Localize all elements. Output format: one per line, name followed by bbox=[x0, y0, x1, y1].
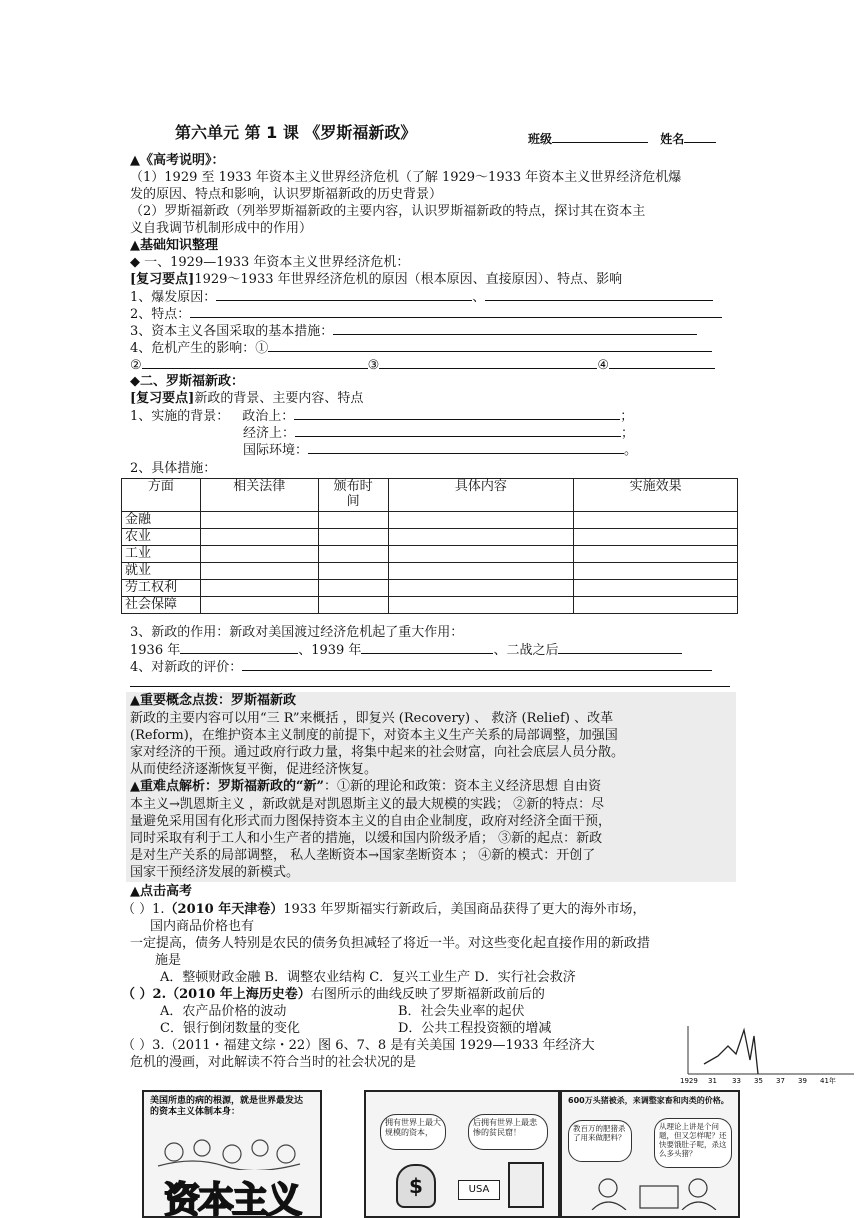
gaokao-item1-line2: 发的原因、特点和影响，认识罗斯福新政的历史背景） bbox=[130, 187, 443, 202]
feature-label: 2、特点： bbox=[130, 307, 191, 322]
col-time: 颁布时间 bbox=[318, 479, 388, 512]
impact-blank-2[interactable] bbox=[142, 356, 368, 369]
cell[interactable] bbox=[388, 529, 574, 546]
col-aspect: 方面 bbox=[122, 479, 201, 512]
cell[interactable] bbox=[318, 546, 388, 563]
effect-years-line bbox=[130, 641, 730, 659]
section2-heading: ◆二、罗斯福新政： bbox=[130, 374, 244, 389]
q1-line3: 一定提高，债务人特别是农民的债务负担减轻了将近一半。对这些变化起直接作用的新政措 bbox=[130, 936, 651, 951]
background-label: 1、实施的背景： bbox=[130, 409, 230, 424]
page-title: 第六单元 第 1 课 《罗斯福新政》 bbox=[175, 123, 417, 142]
political-blank[interactable] bbox=[294, 407, 620, 420]
cell[interactable] bbox=[388, 580, 574, 597]
cell[interactable] bbox=[318, 563, 388, 580]
q1-source: （2010 年天津卷） bbox=[164, 902, 284, 917]
concept-heading: ▲重要概念点拨：罗斯福新政 bbox=[130, 693, 296, 708]
impact-mark-4: ④ bbox=[597, 358, 609, 373]
q1-answer-blank[interactable]: （ ）1. bbox=[122, 902, 165, 917]
review-tag: [复习要点] bbox=[130, 391, 195, 406]
cell[interactable] bbox=[388, 597, 574, 614]
evaluation-line bbox=[130, 658, 730, 676]
q1-options[interactable]: A．整顿财政金融 B．调整农业结构 C．复兴工业生产 D．实行社会救济 bbox=[160, 970, 576, 985]
cartoon1-crowd-art bbox=[154, 1136, 304, 1170]
table-header-row bbox=[122, 479, 738, 512]
q2-text: 右图所示的曲线反映了罗斯福新政前后的 bbox=[310, 987, 545, 1002]
table-row bbox=[122, 580, 738, 597]
cell[interactable] bbox=[200, 597, 318, 614]
review-text: 新政的背景、主要内容、特点 bbox=[194, 391, 364, 406]
chart-svg bbox=[678, 1024, 856, 1086]
impact-blank-3[interactable] bbox=[379, 356, 597, 369]
cell[interactable] bbox=[200, 512, 318, 529]
cell[interactable] bbox=[318, 580, 388, 597]
feature-line bbox=[130, 305, 730, 323]
cartoon1-big-text: 资本主义 bbox=[163, 1180, 300, 1218]
economic-line bbox=[130, 424, 730, 442]
cause-blank-2[interactable] bbox=[485, 288, 713, 301]
separator: 、 bbox=[472, 290, 486, 305]
political-label: 政治上： bbox=[242, 409, 295, 424]
review-text: 1929～1933 年世界经济危机的原因（根本原因、直接原因）、特点、影响 bbox=[194, 272, 623, 287]
class-label: 班级 bbox=[528, 132, 553, 146]
col-law: 相关法律 bbox=[200, 479, 318, 512]
impact-blank-4[interactable] bbox=[609, 356, 715, 369]
cartoon-capitalism bbox=[142, 1090, 322, 1218]
cartoon2-usa-box: USA bbox=[458, 1180, 500, 1200]
semicolon: ； bbox=[620, 409, 634, 424]
q2-source: 2.（2010 年上海历史卷） bbox=[152, 987, 311, 1002]
q1-line4: 施是 bbox=[155, 953, 182, 968]
impact-mark-3: ③ bbox=[367, 358, 380, 373]
q2-line1 bbox=[122, 986, 545, 1003]
cause-blank-1[interactable] bbox=[216, 288, 472, 301]
international-label: 国际环境： bbox=[243, 443, 309, 458]
measure-label: 3、资本主义各国采取的基本措施： bbox=[130, 324, 334, 339]
difficulty-heading: ▲重难点解析：罗斯福新政的“新” bbox=[130, 779, 324, 794]
gaokao-item2-line1: （2）罗斯福新政（列举罗斯福新政的主要内容，认识罗斯福新政的特点，探讨其在资本主 bbox=[130, 204, 646, 219]
xtick-39: 39 bbox=[798, 1077, 807, 1085]
section1-review bbox=[130, 271, 730, 288]
measures-table bbox=[121, 478, 738, 614]
economic-label: 经济上： bbox=[243, 426, 296, 441]
q2-option-b[interactable]: B．社会失业率的起伏 bbox=[398, 1004, 525, 1019]
table-row bbox=[122, 546, 738, 563]
row-label: 社会保障 bbox=[122, 597, 201, 614]
q2-line-chart bbox=[678, 1024, 856, 1086]
measure-blank[interactable] bbox=[333, 322, 697, 335]
period: 。 bbox=[624, 443, 638, 458]
table-row bbox=[122, 529, 738, 546]
q1-line1 bbox=[122, 901, 730, 918]
difficulty-p5: 是对生产关系的局部调整， 私人垄断资本→国家垄断资本 ； ④新的模式：开创了 bbox=[130, 848, 596, 863]
xtick-1929: 1929 bbox=[680, 1077, 698, 1085]
blank-1936[interactable] bbox=[180, 641, 298, 654]
cartoon3-caption: 600万头猪被杀，来调整家畜和肉类的价格。 bbox=[568, 1096, 729, 1105]
q1-text-a: 1933 年罗斯福实行新政后，美国商品获得了更大的海外市场， bbox=[283, 902, 646, 917]
postwar-label: 、二战之后 bbox=[493, 643, 559, 658]
xtick-35: 35 bbox=[754, 1077, 763, 1085]
q3-line1: （ ）3.（2011・福建文综・22）图 6、7、8 是有关美国 1929—1933 年经济大 bbox=[122, 1038, 595, 1053]
evaluation-blank-2[interactable] bbox=[130, 686, 730, 687]
feature-blank[interactable] bbox=[190, 305, 722, 318]
section2-review bbox=[130, 390, 730, 407]
cell[interactable] bbox=[388, 512, 574, 529]
gaokao-item1-line1: （1）1929 至 1933 年资本主义世界经济危机（了解 1929～1933 年资本主义世界经济危机爆 bbox=[130, 170, 682, 185]
chart-curve bbox=[704, 1030, 758, 1074]
basics-heading: ▲基础知识整理 bbox=[130, 238, 218, 253]
international-line bbox=[130, 441, 730, 459]
cell[interactable] bbox=[200, 580, 318, 597]
cartoon2-bubble-right: 后拥有世界上最悲惨的贫民窟！ bbox=[468, 1114, 548, 1150]
cell[interactable] bbox=[388, 546, 574, 563]
col-effect: 实施效果 bbox=[574, 479, 738, 512]
impact-line-2 bbox=[130, 356, 730, 374]
row-label: 就业 bbox=[122, 563, 201, 580]
q2-option-c[interactable]: C．银行倒闭数量的变化 bbox=[160, 1021, 300, 1036]
concept-p2: (Reform)，在维护资本主义制度的前提下，对资本主义生产关系的局部调整，加强国 bbox=[130, 728, 618, 743]
section1-heading: ◆ 一、1929—1933 年资本主义世界经济危机： bbox=[130, 255, 410, 270]
economic-blank[interactable] bbox=[295, 424, 621, 437]
cell[interactable] bbox=[574, 580, 738, 597]
blank-1939[interactable] bbox=[361, 641, 493, 654]
year-1936: 1936 年 bbox=[130, 643, 181, 658]
difficulty-p3: 量避免采用国有化形式而力图保持资本主义的自由企业制度，政府对经济全面干预， bbox=[130, 814, 612, 829]
impact-blank-1[interactable] bbox=[268, 339, 352, 352]
gaokao-item2-line2: 义自我调节机制形成中的作用） bbox=[130, 221, 313, 236]
cell[interactable] bbox=[318, 512, 388, 529]
cartoon3-figures-art bbox=[582, 1176, 722, 1210]
difficulty-text-1: ：①新的理论和政策：资本主义经济思想 自由资 bbox=[323, 779, 602, 794]
cartoon2-trash-can bbox=[508, 1162, 544, 1208]
cartoon3-bubble-left: 教百万的肥猪杀了用来做肥料？ bbox=[568, 1120, 632, 1162]
cell[interactable] bbox=[574, 512, 738, 529]
table-row bbox=[122, 512, 738, 529]
cell[interactable] bbox=[574, 597, 738, 614]
cartoon2-money-bag: $ bbox=[396, 1164, 436, 1208]
cause-line bbox=[130, 288, 730, 306]
cartoon-rich-poor bbox=[364, 1090, 560, 1218]
row-label: 工业 bbox=[122, 546, 201, 563]
cell[interactable] bbox=[200, 563, 318, 580]
impact-mark-2: ② bbox=[130, 358, 142, 373]
background-line bbox=[130, 407, 730, 425]
cell[interactable] bbox=[574, 529, 738, 546]
difficulty-p2: 本主义→凯恩斯主义 ，新政就是对凯恩斯主义的最大规模的实践； ②新的特点：尽 bbox=[130, 797, 605, 812]
cell[interactable] bbox=[200, 529, 318, 546]
concept-p3: 家对经济的干预。通过政府行政力量，将集中起来的社会财富，向社会底层人员分散。 bbox=[130, 745, 625, 760]
semicolon: ； bbox=[621, 426, 635, 441]
cell[interactable] bbox=[200, 546, 318, 563]
cell[interactable] bbox=[574, 563, 738, 580]
q2-option-a[interactable]: A．农产品价格的波动 bbox=[160, 1004, 287, 1019]
col-content: 具体内容 bbox=[388, 479, 574, 512]
impact-label: 4、危机产生的影响：① bbox=[130, 341, 269, 356]
impact-blank-1b[interactable] bbox=[352, 339, 712, 352]
xtick-33: 33 bbox=[732, 1077, 741, 1085]
name-label: 姓名 bbox=[660, 132, 685, 146]
table-row bbox=[122, 563, 738, 580]
xtick-37: 37 bbox=[776, 1077, 785, 1085]
gaokao-heading: ▲《高考说明》： bbox=[130, 153, 225, 168]
cell[interactable] bbox=[318, 529, 388, 546]
exam-heading: ▲点击高考 bbox=[130, 884, 192, 899]
review-tag: [复习要点] bbox=[130, 272, 195, 287]
cartoon2-bubble-left: 拥有世界上最大规模的资本， bbox=[380, 1114, 446, 1150]
cartoon-pigs bbox=[560, 1090, 740, 1218]
cause-label: 1、爆发原因： bbox=[130, 290, 217, 305]
cell[interactable] bbox=[574, 546, 738, 563]
concept-p1: 新政的主要内容可以用“三 R”来概括 ，即复兴 (Recovery) 、 救济 (Relief) 、改革 bbox=[130, 711, 614, 726]
effect-line: 3、新政的作用：新政对美国渡过经济危机起了重大作用： bbox=[130, 625, 464, 640]
row-label: 农业 bbox=[122, 529, 201, 546]
q2-answer-blank[interactable]: （ ） bbox=[122, 987, 153, 1002]
evaluation-label: 4、对新政的评价： bbox=[130, 660, 243, 675]
q1-line2: 国内商品价格也有 bbox=[150, 919, 255, 934]
measure-line bbox=[130, 322, 730, 340]
cartoon1-caption: 美国所患的病的根源，就是世界最发达的资本主义体制本身： bbox=[150, 1096, 304, 1117]
xtick-31: 31 bbox=[708, 1077, 717, 1085]
international-blank[interactable] bbox=[308, 441, 624, 454]
q2-option-d[interactable]: D．公共工程投资额的增减 bbox=[398, 1021, 552, 1036]
concept-p4: 从而使经济逐渐恢复平衡，促进经济恢复。 bbox=[130, 762, 378, 777]
measures-heading: 2、具体措施： bbox=[130, 461, 217, 476]
cell[interactable] bbox=[318, 597, 388, 614]
difficulty-p1 bbox=[130, 778, 730, 795]
difficulty-p4: 同时采取有利于工人和小生产者的措施，以缓和国内阶级矛盾； ③新的起点：新政 bbox=[130, 831, 603, 846]
q3-line2: 危机的漫画，对此解读不符合当时的社会状况的是 bbox=[130, 1055, 417, 1070]
cartoon3-bubble-right: 从理论上讲是个问题，但又怎样呢？还快要饿肚子呢，杀这么多头猪？ bbox=[654, 1118, 732, 1168]
row-label: 劳工权利 bbox=[122, 580, 201, 597]
evaluation-blank[interactable] bbox=[242, 658, 712, 671]
blank-postwar[interactable] bbox=[558, 641, 682, 654]
difficulty-p6: 国家干预经济发展的新模式。 bbox=[130, 865, 300, 880]
table-row bbox=[122, 597, 738, 614]
class-field[interactable] bbox=[528, 130, 716, 147]
impact-line bbox=[130, 339, 730, 357]
year-1939: 、1939 年 bbox=[298, 643, 362, 658]
cell[interactable] bbox=[388, 563, 574, 580]
row-label: 金融 bbox=[122, 512, 201, 529]
xtick-41: 41年 bbox=[820, 1077, 836, 1085]
